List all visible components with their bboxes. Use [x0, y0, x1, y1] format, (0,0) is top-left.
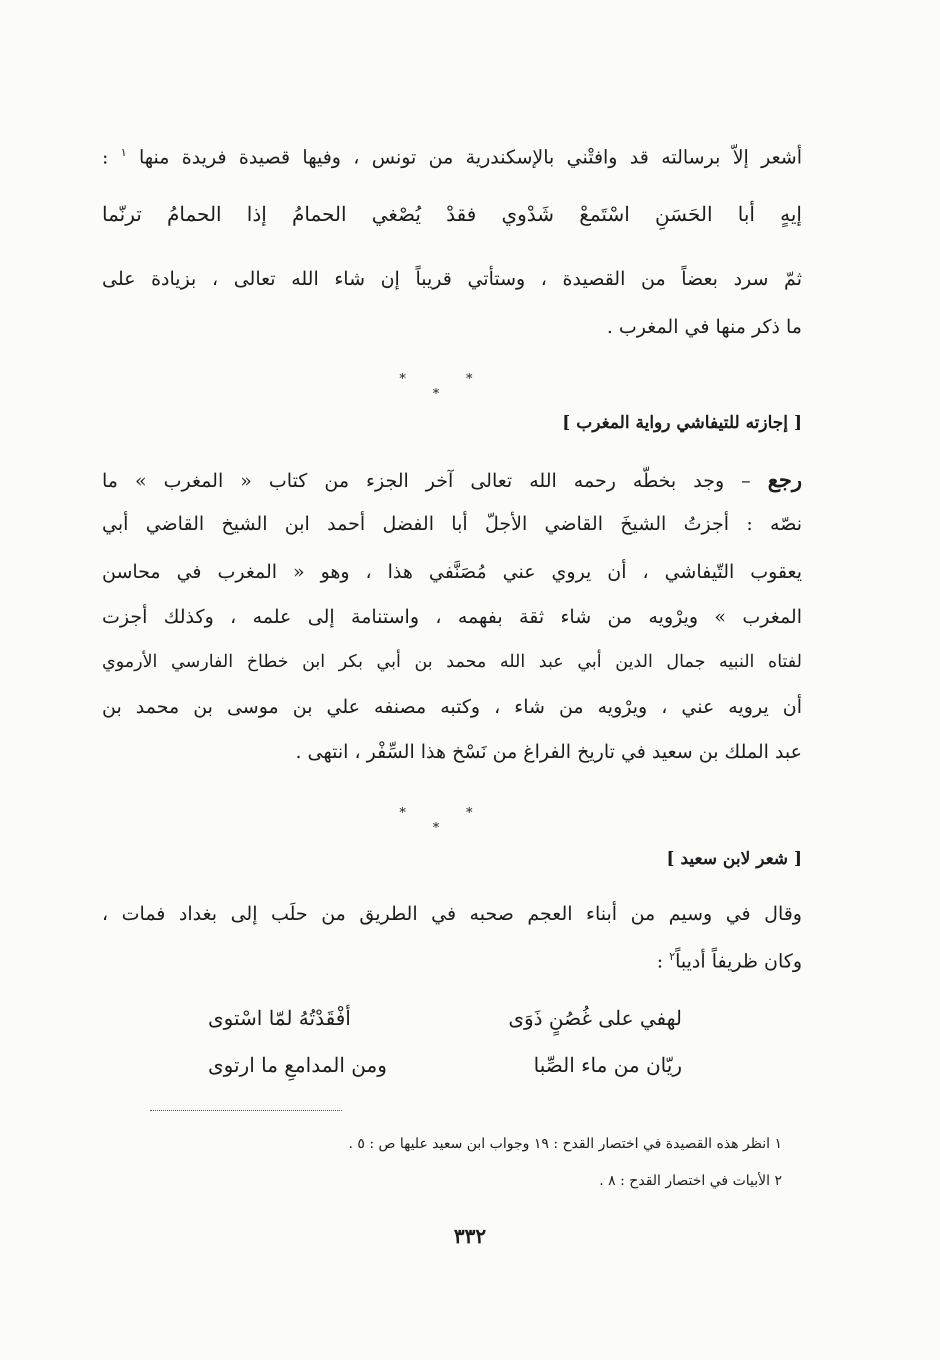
- paragraph-line: عبد الملك بن سعيد في تاريخ الفراغ من نَسْخ هذا السِّفْر ، انتهى .: [295, 741, 802, 763]
- lead-word: رجع: [767, 467, 802, 492]
- verse-line: إيهٍ أبا الحَسَنِ اسْتَمعْ شَدْوي فقدْ يُصْغي الحمامُ إذا الحمامُ ترنّما: [102, 202, 802, 226]
- paragraph-line: نصّه : أجزتُ الشيخَ القاضي الأجلّ أبا الفضل أحمد ابن الشيخ القاضي أبي: [102, 513, 802, 535]
- section-heading: [ شعر لابن سعيد ]: [666, 849, 802, 869]
- page-number: ٣٣٢: [453, 1224, 487, 1248]
- paragraph-line: يعقوب التّيفاشي ، أن يروي عني مُصَنَّفي هذا ، وهو « المغرب في محاسن: [102, 561, 802, 583]
- paragraph-line: لفتاه النبيه جمال الدين أبي عبد الله محمد بن أبي بكر ابن خطاخ الفارسي الأرموي: [102, 652, 802, 672]
- paragraph-line: أشعر إلاّ برسالته قد وافتْني بالإسكندرية من تونس ، وفيها قصيدة فريدة منها $^١$ :: [102, 146, 802, 169]
- verse-hemistich-left: أفْقَدْتُهُ لمّا اسْتوى: [208, 1006, 351, 1030]
- verse-hemistich-left: ومن المدامعِ ما ارتوى: [208, 1053, 387, 1077]
- section-heading: [ إجازته للتيفاشي رواية المغرب ]: [562, 413, 802, 433]
- verse-hemistich-right: لهفي على غُصُنٍ ذَوَى: [508, 1006, 682, 1030]
- footnote: ٢ الأبيات في اختصار القدح : ٨ .: [599, 1173, 782, 1189]
- paragraph-line: المغرب » ويرْويه من شاء ثقة بفهمه ، واستنامة إلى علمه ، وكذلك أجزت: [102, 606, 802, 628]
- paragraph-line: رجع – وجد بخطّه رحمه الله تعالى آخر الجزء من كتاب « المغرب » ما: [102, 467, 802, 492]
- verse-hemistich-right: ريّان من ماء الصِّبا: [533, 1053, 682, 1077]
- section-separator: * * *: [399, 372, 501, 402]
- footnote-marker: ٢: [669, 950, 676, 963]
- paragraph-line: أن يرويه عني ، ويرْويه من شاء ، وكتبه مصنفه علي بن موسى بن محمد بن: [102, 696, 802, 718]
- footnote: ١ انظر هذه القصيدة في اختصار القدح : ١٩ وجواب ابن سعيد عليها ص : ٥ .: [348, 1136, 782, 1152]
- paragraph-line: وكان ظريفاً أديباً$^٢$ :: [656, 950, 802, 973]
- paragraph-line: وقال في وسيم من أبناء العجم صحبه في الطريق من حلَب إلى بغداد فمات ،: [102, 903, 802, 925]
- footnote-marker: ١: [120, 146, 127, 159]
- paragraph-line: ما ذكر منها في المغرب .: [606, 316, 802, 338]
- footnote-rule: [150, 1110, 342, 1111]
- paragraph-line: ثمّ سرد بعضاً من القصيدة ، وستأتي قريباً إن شاء الله تعالى ، بزيادة على: [102, 268, 802, 290]
- section-separator: * * *: [399, 806, 501, 836]
